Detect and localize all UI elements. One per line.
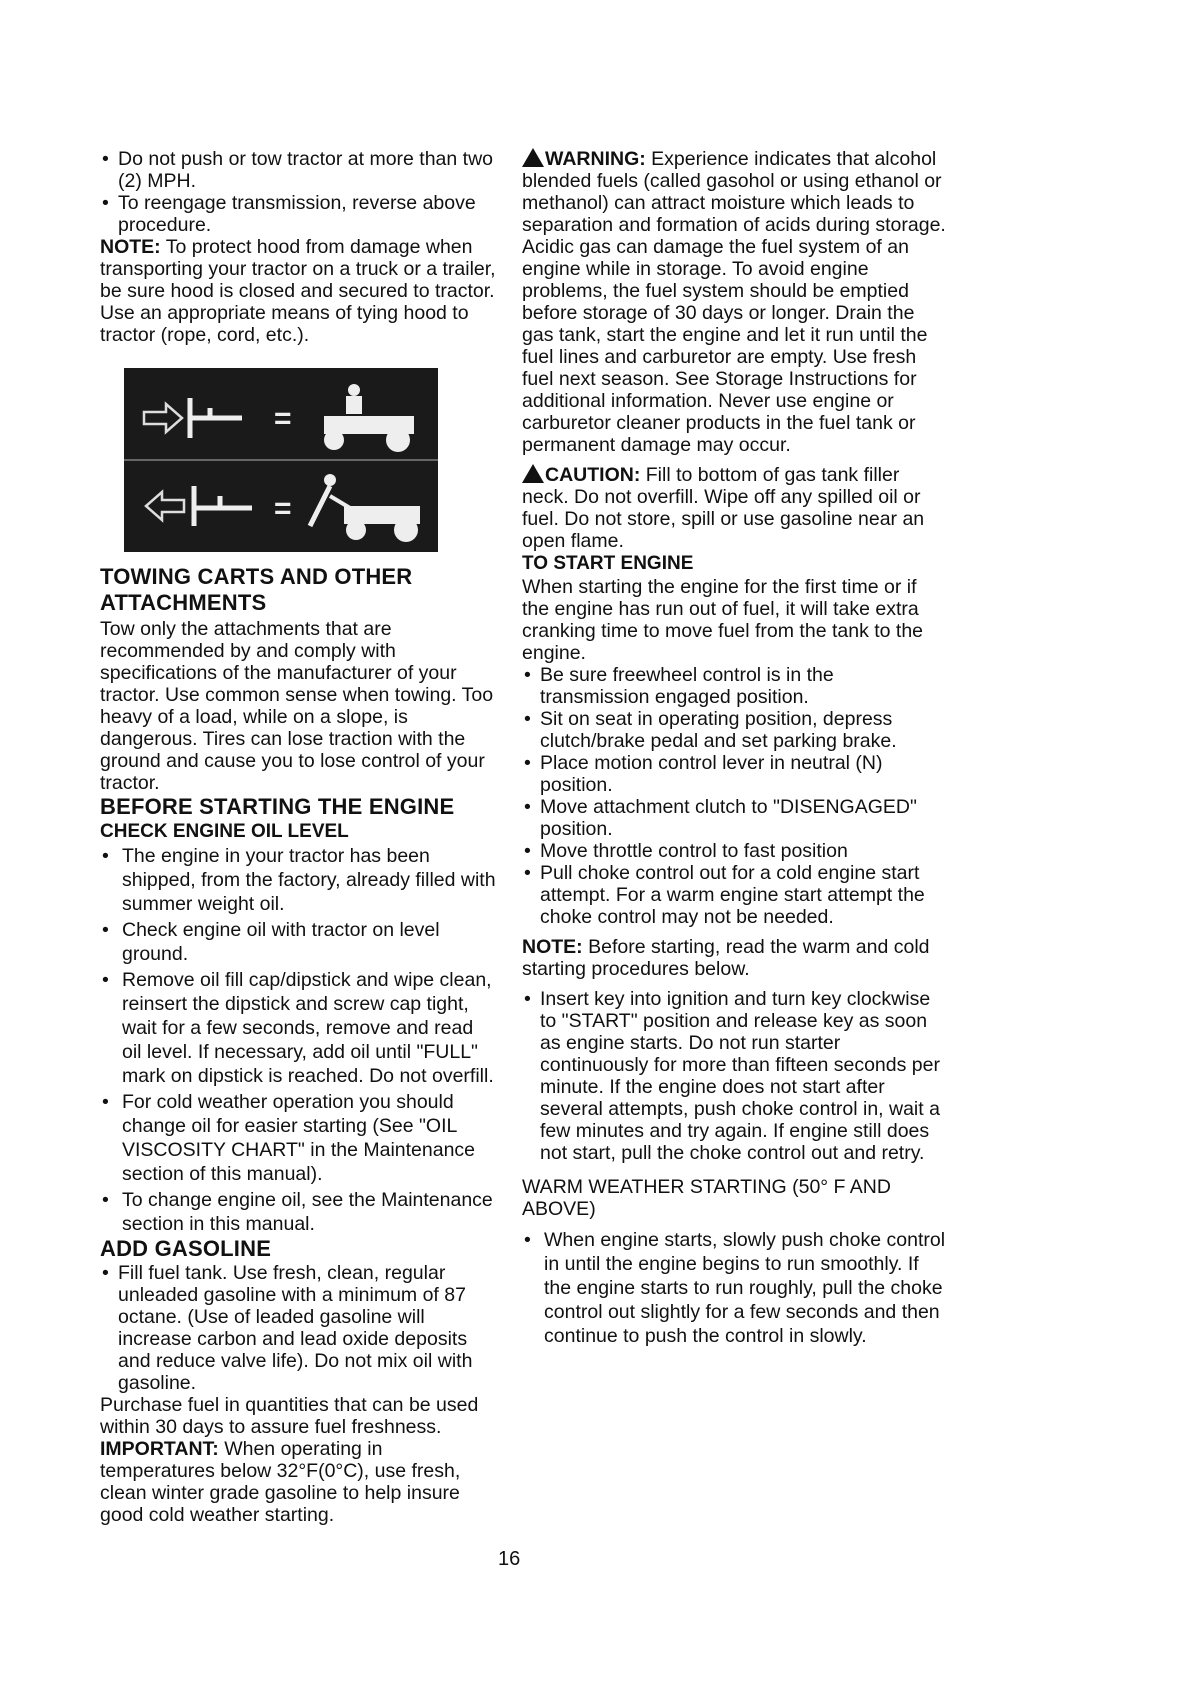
note-text: To protect hood from damage when transporting your tractor on a truck or a trailer, be sure hood is closed and secured to tractor. Use an appropriate means of tying hood to tractor (rope, cord, etc.). (100, 236, 496, 346)
list-item: • Check engine oil with tractor on level ground. (100, 918, 498, 966)
caution-text: Fill to bottom of gas tank filler neck. Do not overfill. Wipe off any spilled oil or fuel. Do not store, spill or use gasoline near an open flame. (522, 464, 925, 552)
note-text: Before starting, read the warm and cold starting procedures below. (522, 936, 930, 980)
list-item: • Fill fuel tank. Use fresh, clean, regular unleaded gasoline with a minimum of 87 octane. (Use of leaded gasoline will increase carbon and lead oxide deposits and reduce valve life). Do not mix oil with gasoline. (100, 1262, 498, 1394)
equals-sign: = (274, 402, 292, 435)
towing-heading: TOWING CARTS AND OTHER ATTACHMENTS (100, 564, 413, 615)
list-item: • Remove oil fill cap/dipstick and wipe clean, reinsert the dipstick and screw cap tight, wait for a few seconds, remove and read oil level. If necessary, add oil until "FULL" mark on dipstick is reached. Do not overfill. (100, 968, 498, 1088)
transport-note (100, 236, 498, 346)
check-oil-heading: CHECK ENGINE OIL LEVEL (100, 821, 349, 842)
caution-label: CAUTION: (545, 464, 641, 486)
list-item: • Sit on seat in operating position, depress clutch/brake pedal and set parking brake. (522, 708, 947, 752)
warning-text: Experience indicates that alcohol blended fuels (called gasohol or using ethanol or methanol) can attract moisture which leads to separation and formation of acids during storage. Acidic gas can damage the fuel system of an engine while in storage. To avoid engine problems, the fuel system should be emptied before storage of 30 days or longer. Drain the gas tank, start the engine and let it run until the fuel lines and carburetor are empty. Use fresh fuel next season. See Storage Instructions for additional information. Never use engine or carburetor cleaner products in the fuel tank or permanent damage may occur. (522, 148, 946, 456)
important-note (100, 1438, 498, 1526)
important-label: IMPORTANT: (100, 1438, 219, 1460)
list-item: • Move throttle control to fast position (522, 840, 947, 862)
caution-icon (522, 464, 544, 483)
list-item: • Pull choke control out for a cold engine start attempt. For a warm engine start attempt the choke control may not be needed. (522, 862, 947, 928)
list-item: • Be sure freewheel control is in the transmission engaged position. (522, 664, 947, 708)
left-column (100, 148, 498, 1526)
list-item: • Insert key into ignition and turn key clockwise to "START" position and release key as soon as engine starts. Do not run starter continuously for more than fifteen seconds per minute. If the engine does not start after several attempts, push choke control in, wait a few minutes and try again. If engine still does not start, pull the choke control out and retry. (522, 988, 947, 1164)
towing-diagram-svg (124, 368, 438, 552)
starting-note (522, 936, 947, 980)
start-text: When starting the engine for the first time or if the engine has run out of fuel, it will take extra cranking time to move fuel from the tank to the engine. (522, 576, 924, 664)
important-text: When operating in temperatures below 32°F(0°C), use fresh, clean winter grade gasoline to help insure good cold weather starting. (100, 1438, 461, 1526)
caution-block (522, 464, 947, 552)
add-gasoline-heading: ADD GASOLINE (100, 1236, 272, 1261)
towing-text: Tow only the attachments that are recommended by and comply with specifications of the manufacturer of your tractor. Use common sense when towing. Too heavy of a load, while on a slope, is dangerous. Tires can lose traction with the ground and cause you to lose control of your tractor. (100, 618, 494, 794)
gas-bullet-list (100, 1262, 498, 1394)
warm-weather-heading: WARM WEATHER STARTING (50° F AND ABOVE) (522, 1176, 891, 1220)
warning-icon (522, 148, 544, 167)
note-label: NOTE: (522, 936, 583, 958)
key-bullet-list (522, 988, 947, 1164)
equals-sign: = (274, 492, 292, 525)
warm-bullet-list (522, 1228, 947, 1348)
list-item: • When engine starts, slowly push choke control in until the engine begins to run smoothly. If the engine starts to run roughly, pull the choke control out slightly for a few seconds and then continue to push the control in slowly. (522, 1228, 947, 1348)
right-column (522, 148, 947, 1348)
purchase-text: Purchase fuel in quantities that can be used within 30 days to assure fuel freshness. (100, 1394, 479, 1438)
list-item: • The engine in your tractor has been shipped, from the factory, already filled with summer weight oil. (100, 844, 498, 916)
warning-label: WARNING: (545, 148, 646, 170)
list-item: • For cold weather operation you should change oil for easier starting (See "OIL VISCOSITY CHART" in the Maintenance section of this manual). (100, 1090, 498, 1186)
note-label: NOTE: (100, 236, 161, 258)
start-bullet-list (522, 664, 947, 928)
oil-bullet-list (100, 844, 498, 1236)
page-number: 16 (498, 1548, 521, 1570)
warning-block (522, 148, 947, 456)
list-item: • Move attachment clutch to "DISENGAGED" position. (522, 796, 947, 840)
list-item: • Do not push or tow tractor at more than two (2) MPH. (100, 148, 498, 192)
intro-bullet-list (100, 148, 498, 236)
towing-illustration (124, 368, 438, 552)
start-engine-heading: TO START ENGINE (522, 553, 694, 574)
list-item: • To reengage transmission, reverse above procedure. (100, 192, 498, 236)
list-item: • Place motion control lever in neutral (N) position. (522, 752, 947, 796)
list-item: • To change engine oil, see the Maintenance section in this manual. (100, 1188, 498, 1236)
before-starting-heading: BEFORE STARTING THE ENGINE (100, 794, 455, 819)
